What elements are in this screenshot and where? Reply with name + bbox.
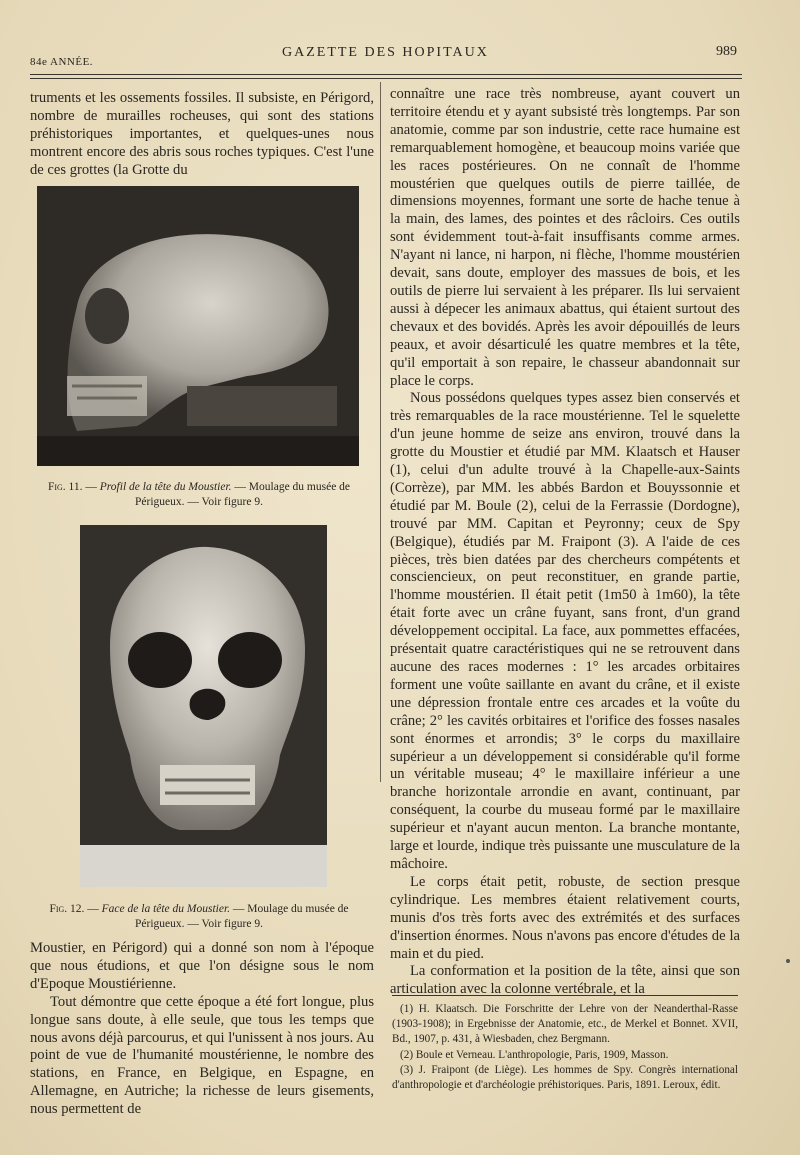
figure-skull-profile bbox=[37, 186, 359, 466]
column-divider bbox=[380, 82, 381, 782]
header-rule-thin bbox=[30, 78, 742, 79]
footnotes bbox=[392, 1002, 738, 1093]
footnote-rule bbox=[392, 995, 738, 996]
skull-face-image bbox=[80, 525, 327, 887]
header-rule bbox=[30, 74, 742, 75]
journal-title: GAZETTE DES HOPITAUX bbox=[282, 45, 489, 60]
skull-profile-image bbox=[37, 186, 359, 466]
figure-title: Face de la tête du Moustier. bbox=[101, 903, 231, 915]
left-column-bottom bbox=[30, 940, 374, 1119]
paragraph: Moustier, en Périgord) qui a donné son nom à l'époque que nous étudions, et que l'on désigne sous le nom d'Epoque Moustiérienne. bbox=[30, 940, 374, 992]
figure-label: Fig. 11. bbox=[47, 481, 83, 493]
paragraph: Le corps était petit, robuste, de section presque cylindrique. Les membres étaient relativement courts, munis d'os très forts avec des extrémités et des surfaces d'insertion énormes. Nous n'avons pas encore d'études de la main et du pied. bbox=[390, 873, 740, 962]
paragraph: Tout démontre que cette époque a été fort longue, plus longue sans doute, à elle seule, que tous les temps que nous avons déjà parcourus, et qui l'unissent à nos jours. Au point de vue de l'humanité moustérienne, le nombre des stations, en France, en Belgique, en Espagne, en Allemagne, en Autriche; la richesse de leurs gisements, nous permettent de bbox=[30, 993, 374, 1118]
figure-text: Moulage du musée de Périgueux. — Voir figure 9. bbox=[135, 481, 351, 508]
figure-label: Fig. 12. bbox=[49, 903, 85, 915]
paragraph: truments et les ossements fossiles. Il subsiste, en Périgord, nombre de murailles rocheuses, qui sont des stations préhistoriques importantes, et quelques-unes nous montrent encore des abris sous roches typiques. C'est l'une de ces grottes (la Grotte du bbox=[30, 90, 374, 178]
figure-skull-face bbox=[80, 525, 327, 887]
figure-11-caption: Fig. 11. — Profil de la tête du Moustier. — Moulage du musée de Périgueux. — Voir figure 9. bbox=[47, 481, 351, 508]
footnote: (2) Boule et Verneau. L'anthropologie, Paris, 1909, Masson. bbox=[400, 1048, 669, 1061]
paragraph: connaître une race très nombreuse, ayant couvert un territoire étendu et y ayant subsisté très longtemps. Par son anatomie, comme par son industrie, cette race humaine est remarquablement homogène, et beaucoup moins variée que les races postérieures. On ne connaît de l'homme moustérien que quelques outils de pierre taillée, de dimensions moyennes, formant une sorte de hache tenue à la main, des lames, des pointes et des râcloirs. Ces outils sont évidemment tout-à-fait insuffisants comme armes. N'ayant ni lance, ni harpon, ni flèche, l'homme moustérien devait, sans doute, employer des massues de bois, et les outils de pierre lui servaient à les préparer. Ils lui servaient aussi à dépecer les animaux abattus, qui étaient surtout des chevaux et des bovidés. Après les avoir dépouillés de leurs peaux, et avoir désarticulé les quatre membres et la tête, qu'il emportait à son repaire, le chasseur abandonnait sur place le corps. bbox=[390, 86, 740, 389]
left-column-top bbox=[30, 90, 374, 180]
volume-label: 84e ANNÉE. bbox=[30, 56, 94, 68]
figure-text: Moulage du musée de Périgueux. — Voir figure 9. bbox=[135, 903, 349, 930]
page-number: 989 bbox=[716, 44, 737, 59]
right-column bbox=[390, 86, 740, 999]
margin-mark bbox=[786, 959, 790, 963]
figure-12-caption: Fig. 12. — Face de la tête du Moustier. — Moulage du musée de Périgueux. — Voir figure 9. bbox=[49, 903, 349, 930]
footnote: (3) J. Fraipont (de Liège). Les hommes de Spy. Congrès international d'anthropologie et d'archéologie préhistoriques. Paris, 1891. Leroux, édit. bbox=[392, 1063, 738, 1092]
footnote: (1) H. Klaatsch. Die Forschritte der Lehre von der Neanderthal-Rasse (1903-1908); in Ergebnisse der Anatomie, etc., de Merkel et Bonnet. XVII, Bd., 1907, p. 431, à Wiesbaden, chez Bergmann. bbox=[392, 1003, 738, 1046]
paragraph: La conformation et la position de la tête, ainsi que son articulation avec la colonne vertébrale, et la bbox=[390, 963, 740, 998]
paragraph: Nous possédons quelques types assez bien conservés et très remarquables de la race moustérienne. Tel le squelette d'un jeune homme de seize ans environ, trouvé dans la grotte du Moustier et étudié par MM. Klaatsch et Hauser (1), celui d'un adulte trouvé à la Chapelle-aux-Saints (Corrèze), par MM. les abbés Bardon et Bouyssonnie et étudié par M. Boule (2), celui de la Ferrassie (Dordogne), trouvé par MM. Capitan et Peyronny; ceux de Spy (Belgique), étudiés par M. Fraipont (3). A l'aide de ces pièces, très bien datées par des chercheurs compétents et consciencieux, on peut reconstituer, en grande partie, l'homme moustérien. Il était petit (1m50 à 1m60), la tête était forte avec un crâne fuyant, sans front, d'un grand développement occipital. La face, aux pommettes effacées, présentait quatre caractéristiques qui ne se retrouvent dans aucune des races modernes : 1° les arcades orbitaires forment une voûte saillante en avant du crâne, et il existe une dépression frontale entre ces arcades et la voûte du crâne; 2° les cavités orbitaires et l'orifice des fosses nasales sont énormes et arrondis; 3° le corps du maxillaire supérieur a un développement si considérable qu'il forme un véritable museau; 4° le maxillaire inférieur a une branche horizontale arrondie en avant, continuant, par conséquent, la courbe du museau formé par le maxillaire supérieur et n'ayant aucun menton. La branche montante, large et lourde, indique très puissante une musculature de la mâchoire. bbox=[390, 390, 740, 872]
figure-title: Profil de la tête du Moustier. bbox=[99, 481, 232, 493]
